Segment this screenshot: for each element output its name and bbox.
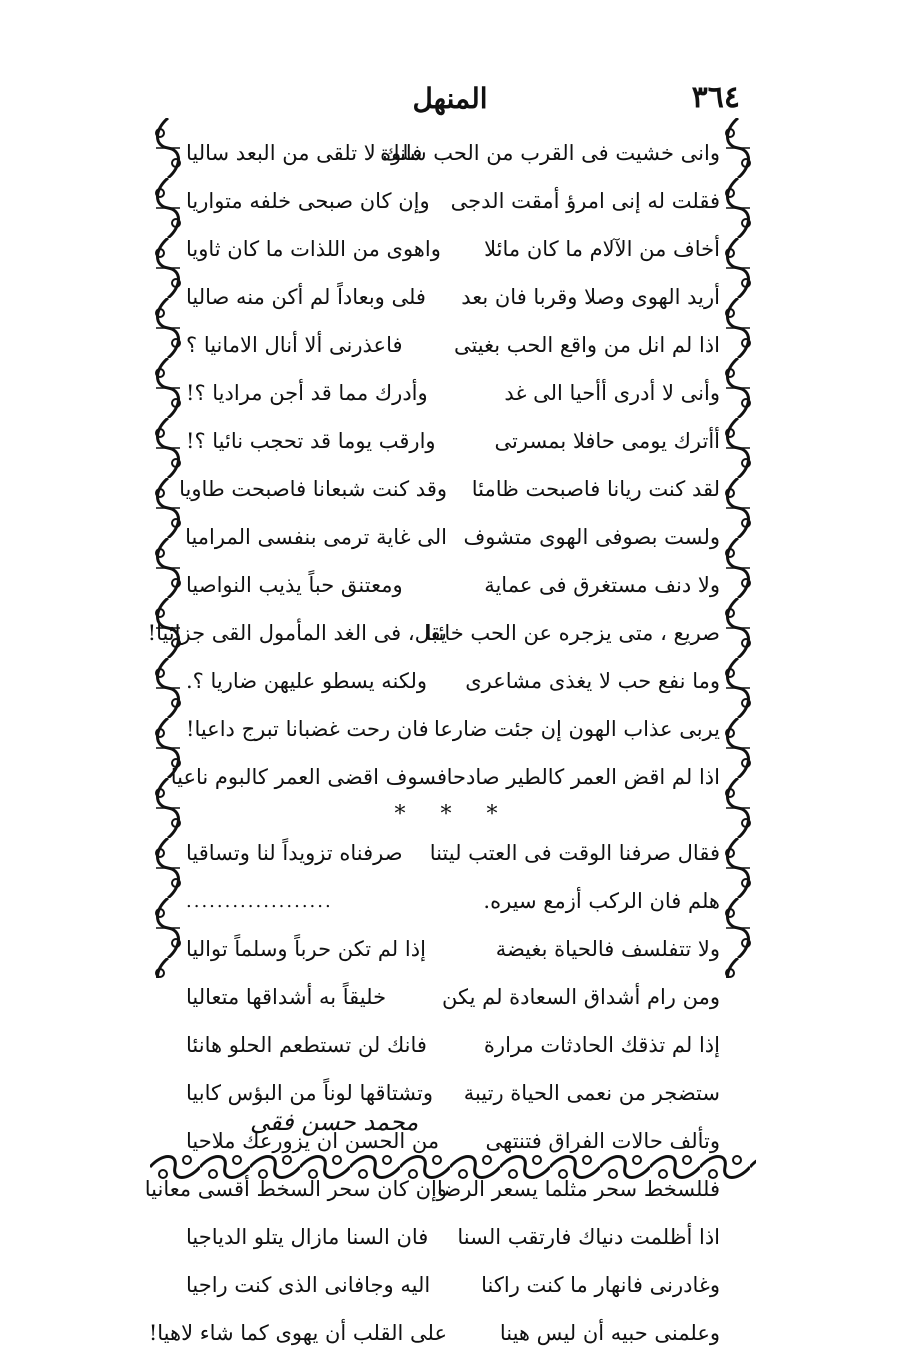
hemistich-right: وعلمنى حبيه أن ليس هينا (499, 1321, 720, 1346)
hemistich-right: أخاف من الآلام ما كان مائلا (484, 237, 720, 262)
hemistich-right: لقد كنت ريانا فاصبحت ظامئا (471, 477, 720, 502)
hemistich-left: اليه وجافانى الذى كنت راجيا (186, 1273, 431, 1298)
ornamental-border-left (150, 118, 186, 978)
hemistich-right: يربى عذاب الهون إن جئت ضارعا (434, 717, 720, 742)
hemistich-right: فللسخط سحر مثلما يسعر الرضا (436, 1177, 720, 1202)
hemistich-right: ولا تتفلسف فالحياة بغيضة (495, 937, 720, 962)
hemistich-left: ومعتنق حباً يذيب النواصيا (186, 573, 403, 598)
poem-line (144, 1166, 720, 1214)
hemistich-left: فاعذرنى ألا أنال الامانيا ؟ (186, 333, 403, 358)
hemistich-right: وما نفع حب لا يغذى مشاعرى (465, 669, 720, 694)
hemistich-left: وأدرك مما قد أجن مراديا ؟! (186, 381, 428, 406)
hemistich-right: اذا أظلمت دنياك فارتقب السنا (457, 1225, 720, 1250)
poem-line (170, 754, 720, 802)
poem-line (186, 1022, 720, 1070)
hemistich-right: ولست بصوفى الهوى متشوف (463, 525, 720, 550)
ornamental-border-right (720, 118, 756, 978)
poem-line (186, 322, 720, 370)
hemistich-right: فقال صرفنا الوقت فى العتب ليتنا (429, 841, 720, 866)
hemistich-left: وإن كان صبحى خلفه متواريا (186, 189, 430, 214)
hemistich-left: وقد كنت شبعانا فاصبحت طاويا (179, 477, 447, 502)
hemistich-right: إذا لم تذقك الحادثات مرارة (483, 1033, 720, 1058)
hemistich-right: ستضجر من نعمى الحياة رتيبة (463, 1081, 720, 1106)
poem-line (186, 878, 720, 926)
hemistich-right: أأترك يومى حافلا بمسرتى (494, 429, 720, 454)
hemistich-left: إذا لم تكن حرباً وسلماً تواليا (186, 937, 426, 962)
hemistich-right: هلم فان الركب أزمع سيره. (483, 889, 720, 914)
hemistich-right: صريع ، متى يزجره عن الحب خائبا (425, 621, 720, 646)
hemistich-left: فلى وبعاداً لم أكن منه صاليا (186, 285, 426, 310)
hemistich-right: اذا لم اقض العمر كالطير صادحا (446, 765, 720, 790)
poem-line (186, 830, 720, 878)
poem-line (186, 514, 720, 562)
hemistich-left: على القلب أن يهوى كما شاء لاهيا! (148, 1321, 447, 1346)
poem-line (186, 658, 720, 706)
poem-line (186, 926, 720, 974)
poem-line (148, 1310, 720, 1358)
hemistich-left: فانك لا تلقى من البعد ساليا (186, 141, 423, 166)
page-header (160, 80, 740, 122)
hemistich-right: فقلت له إنى امرؤ أمقت الدجى (450, 189, 720, 214)
journal-title: المنهل (412, 82, 488, 115)
hemistich-right: اذا لم انل من واقع الحب بغيتى (453, 333, 720, 358)
hemistich-left: واهوى من اللذات ما كان ثاويا (186, 237, 441, 262)
poem-line (186, 178, 720, 226)
ellipsis-dots: ................... (186, 891, 333, 913)
poem-line (186, 130, 720, 178)
hemistich-left: يقل، فى الغد المأمول القى جزائيا! (147, 621, 447, 646)
page-number: ٣٦٤ (691, 80, 740, 115)
hemistich-left: من الحسن ان يزورعك ملاحيا (186, 1129, 440, 1154)
section-separator: * * * (394, 802, 512, 827)
hemistich-left: فانك لن تستطعم الحلو هانئا (186, 1033, 427, 1058)
poem-line (186, 370, 720, 418)
poem-line (186, 706, 720, 754)
hemistich-right: وتألف حالات الفراق فتنتهى (485, 1129, 720, 1154)
poem-line (186, 226, 720, 274)
hemistich-left: فسوف اقضى العمر كالبوم ناعيا (170, 765, 447, 790)
poem-line (147, 610, 720, 658)
hemistich-right: وغادرنى فانهار ما كنت راكنا (481, 1273, 720, 1298)
hemistich-left: خليقاً به أشداقها متعاليا (186, 985, 387, 1010)
hemistich-left: وتشتاقها لوناً من البؤس كابيا (186, 1081, 434, 1106)
poem-line (179, 466, 720, 514)
poem-line (186, 418, 720, 466)
hemistich-left: وارقب يوما قد تحجب نائيا ؟! (186, 429, 436, 454)
hemistich-right: وانى خشيت فى القرب من الحب سلوة (380, 141, 720, 166)
hemistich-left: فان رحت غضبانا تبرج داعيا! (186, 717, 429, 742)
hemistich-right: وأنى لا أدرى أأحيا الى غد (504, 381, 720, 406)
hemistich-left: صرفناه تزويداً لنا وتساقيا (186, 841, 403, 866)
hemistich-right: أريد الهوى وصلا وقربا فان بعد (461, 285, 720, 310)
poem-line (186, 1214, 720, 1262)
hemistich-left: وإن كان سحر السخط أقسى معانيا (144, 1177, 447, 1202)
poem-line (186, 274, 720, 322)
poem-line (186, 562, 720, 610)
poem-line (186, 1262, 720, 1310)
hemistich-right: ولا دنف مستغرق فى عماية (484, 573, 720, 598)
hemistich-left: الى غاية ترمى بنفسى المراميا (185, 525, 447, 550)
poem-body (144, 130, 720, 1358)
author-signature: محمد حسن فقى (250, 1108, 419, 1136)
hemistich-right: ومن رام أشداق السعادة لم يكن (442, 985, 720, 1010)
hemistich-left: فان السنا مازال يتلو الدياجيا (186, 1225, 429, 1250)
hemistich-left: ولكنه يسطو عليهن ضاريا ؟. (186, 669, 428, 694)
poem-line (186, 974, 720, 1022)
